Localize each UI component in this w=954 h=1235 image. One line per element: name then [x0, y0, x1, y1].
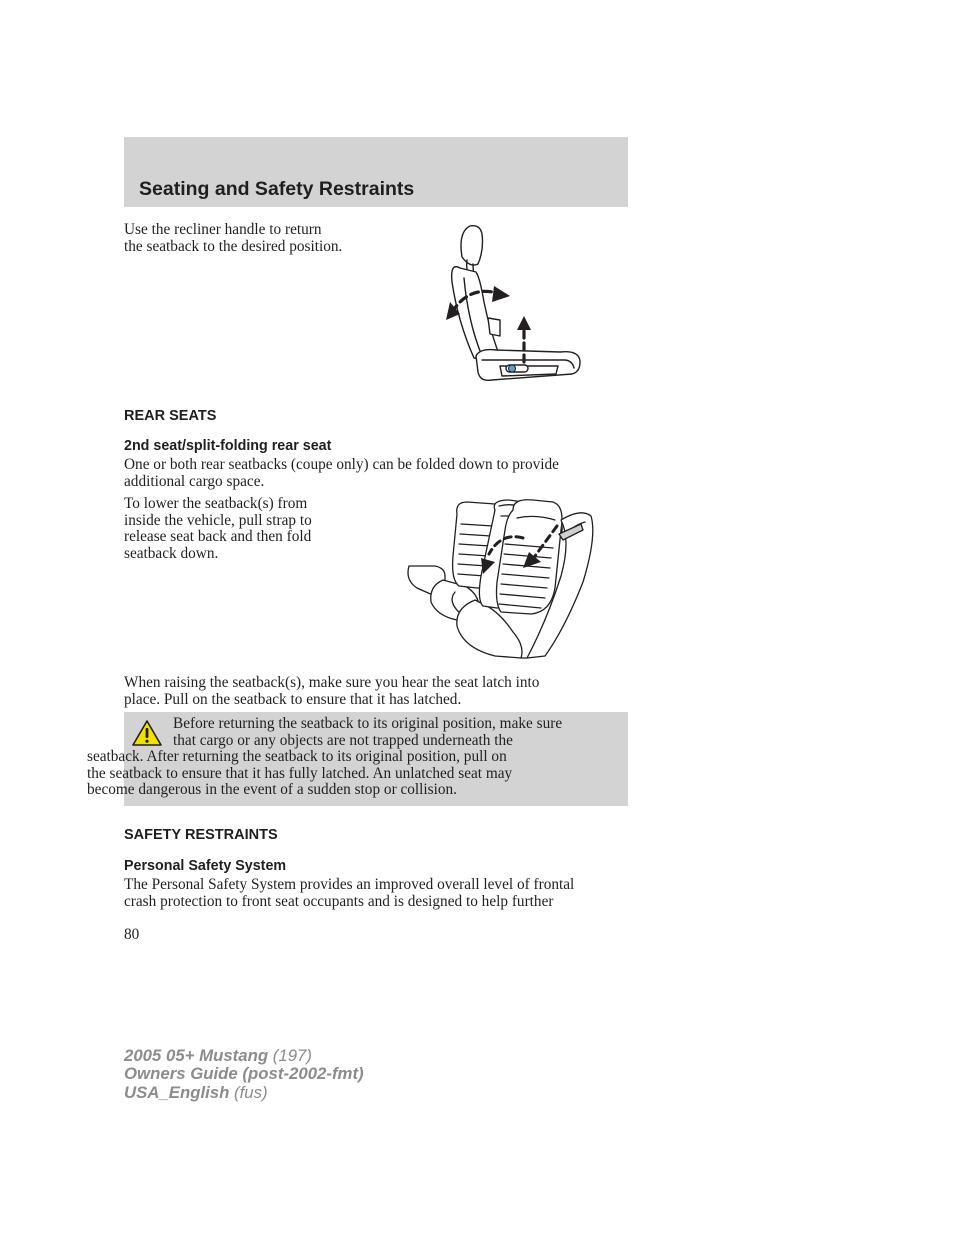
personal-safety-line: crash protection to front seat occupants and is designed to help further	[124, 892, 554, 910]
footer-model: 2005 05+ Mustang	[124, 1046, 269, 1065]
rear-seats-intro-line: One or both rear seatbacks (coupe only) can be folded down to provide	[124, 456, 559, 473]
rear-seats-intro	[124, 457, 559, 490]
recliner-text-line: the seatback to the desired position.	[124, 237, 343, 255]
rear-seats-heading: REAR SEATS	[124, 408, 217, 424]
warning-box	[87, 712, 628, 806]
section-title: Seating and Safety Restraints	[139, 178, 415, 200]
warning-line: Before returning the seatback to its original position, make sure	[173, 715, 563, 732]
footer-guide-name: Owners Guide (post-2002-fmt)	[124, 1064, 364, 1084]
footer-locale-code: (fus)	[234, 1082, 268, 1102]
personal-safety-line: The Personal Safety System provides an improved overall level of frontal	[124, 876, 575, 893]
section-header-band	[124, 137, 628, 207]
warning-line: seatback. After returning the seatback to its original position, pull on	[87, 748, 507, 766]
lower-seatback-line: To lower the seatback(s) from	[124, 495, 308, 512]
document-footer	[124, 1047, 364, 1102]
raise-seatback-instructions	[124, 675, 539, 708]
recliner-text-line: Use the recliner handle to return	[124, 221, 322, 238]
personal-safety-system-text	[124, 877, 574, 910]
warning-line: the seatback to ensure that it has fully latched. An unlatched seat may	[87, 764, 513, 782]
warning-line: that cargo or any objects are not trapped underneath the	[173, 731, 513, 749]
raise-seatback-line: place. Pull on the seatback to ensure that it has latched.	[124, 690, 462, 708]
raise-seatback-line: When raising the seatback(s), make sure you hear the seat latch into	[124, 674, 540, 691]
personal-safety-system-subheading: Personal Safety System	[124, 858, 287, 874]
rear-seat-fold-illustration	[405, 496, 600, 662]
split-folding-seat-subheading: 2nd seat/split-folding rear seat	[124, 438, 332, 454]
lower-seatback-instructions	[124, 496, 312, 562]
front-seat-recliner-illustration	[440, 222, 588, 388]
lower-seatback-line: inside the vehicle, pull strap to	[124, 511, 312, 529]
rear-seats-intro-line: additional cargo space.	[124, 472, 265, 490]
lower-seatback-line: release seat back and then fold	[124, 528, 312, 546]
safety-restraints-heading: SAFETY RESTRAINTS	[124, 827, 278, 843]
footer-locale: USA_English	[124, 1082, 230, 1102]
page-number: 80	[124, 926, 140, 943]
recliner-instructions	[124, 222, 342, 255]
lower-seatback-line: seatback down.	[124, 544, 219, 562]
footer-model-code: (197)	[272, 1046, 312, 1065]
warning-text	[87, 715, 624, 799]
warning-line: become dangerous in the event of a sudden stop or collision.	[87, 781, 458, 799]
